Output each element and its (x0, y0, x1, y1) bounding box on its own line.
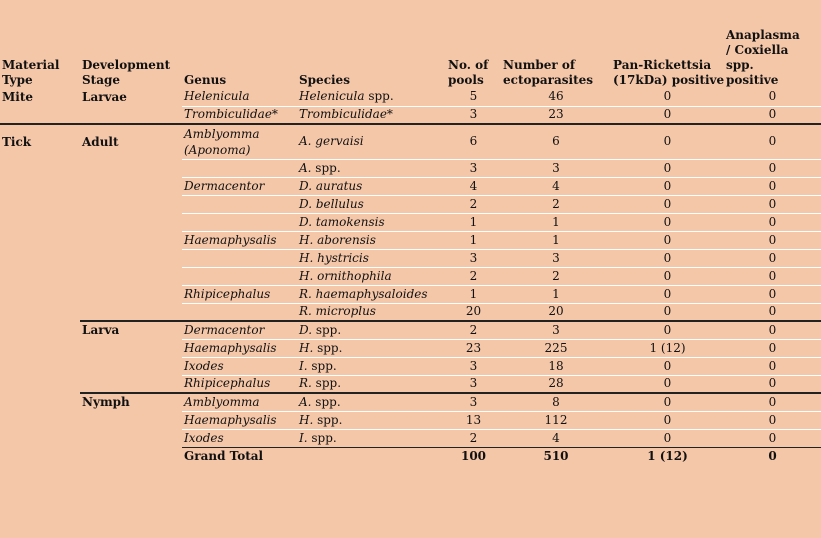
ecto-cell: 18 (501, 357, 611, 375)
pools-cell: 1 (446, 231, 501, 249)
ecto-cell: 6 (501, 124, 611, 159)
material-cell (0, 447, 80, 465)
stage-cell (80, 213, 182, 231)
pools-cell: 3 (446, 159, 501, 177)
stage-cell: Larva (80, 321, 182, 339)
pools-cell: 4 (446, 177, 501, 195)
table-row (0, 195, 821, 213)
anap-cell: 0 (724, 285, 821, 303)
material-cell (0, 177, 80, 195)
species-cell: R. spp. (299, 376, 342, 391)
table-row (0, 285, 821, 303)
material-cell (0, 321, 80, 339)
table-row (0, 177, 821, 195)
table-row (0, 339, 821, 357)
material-cell (0, 249, 80, 267)
anap-cell: 0 (724, 177, 821, 195)
pools-cell: 3 (469, 376, 478, 391)
table-row (0, 159, 821, 177)
pools-cell: 3 (446, 393, 501, 411)
table-row (0, 321, 821, 339)
species-cell: I. spp. (297, 357, 446, 375)
genus-cell: Haemaphysalis (182, 339, 297, 357)
grand-total-row (0, 447, 821, 465)
rick-cell: 0 (611, 124, 724, 159)
genus-cell: Rhipicephalus (184, 376, 271, 391)
rick-cell: 0 (611, 195, 724, 213)
material-cell (0, 411, 80, 429)
rick-cell: 0 (611, 249, 724, 267)
species-cell: H. spp. (297, 339, 446, 357)
material-cell (0, 303, 80, 321)
ecto-cell: 2 (501, 195, 611, 213)
rick-cell: 0 (663, 376, 672, 391)
rick-cell: 0 (611, 267, 724, 285)
ecto-cell: 8 (501, 393, 611, 411)
material-cell (0, 357, 80, 375)
genus-cell: Rhipicephalus (182, 285, 297, 303)
material-cell (0, 213, 80, 231)
ecto-cell: 20 (548, 304, 564, 319)
species-cell: D. tamokensis (297, 213, 446, 231)
genus-cell (182, 249, 297, 267)
species-cell: I. spp. (299, 430, 337, 445)
rick-cell: 0 (611, 393, 724, 411)
pools-cell: 1 (446, 213, 501, 231)
stage-cell: Adult (80, 124, 182, 159)
genus-cell (182, 213, 297, 231)
ecto-cell: 46 (501, 88, 611, 106)
pools-cell: 5 (446, 88, 501, 106)
material-cell (0, 339, 80, 357)
species-cell: Trombiculidae* (299, 107, 393, 122)
genus-cell: Amblyomma (Aponoma) (182, 124, 297, 159)
anap-cell: 0 (768, 107, 777, 122)
total-pools: 100 (446, 447, 501, 465)
material-cell: Tick (0, 124, 80, 159)
rick-cell: 0 (611, 88, 724, 106)
anap-cell: 0 (768, 304, 777, 319)
genus-cell: Amblyomma (182, 393, 297, 411)
ecto-cell: 3 (501, 249, 611, 267)
stage-cell (80, 267, 182, 285)
pools-cell: 3 (446, 357, 501, 375)
table-row (0, 213, 821, 231)
total-anap: 0 (724, 447, 821, 465)
header-genus: Genus (184, 73, 227, 87)
genus-cell: Haemaphysalis (182, 231, 297, 249)
pools-cell: 20 (465, 304, 482, 319)
header-development-stage: Development Stage (82, 58, 171, 87)
stage-cell (80, 177, 182, 195)
species-cell: H. hystricis (297, 249, 446, 267)
material-cell (0, 106, 80, 124)
stage-cell: Nymph (80, 393, 182, 411)
pools-cell: 1 (446, 285, 501, 303)
grand-total-label: Grand Total (182, 447, 297, 465)
table-row (0, 357, 821, 375)
table-row (0, 267, 821, 285)
table-row (0, 249, 821, 267)
pools-cell: 2 (446, 267, 501, 285)
genus-cell: Trombiculidae* (184, 107, 278, 122)
table-row (0, 106, 821, 124)
ecto-cell: 28 (548, 376, 564, 391)
stage-cell (80, 339, 182, 357)
material-cell (0, 429, 80, 447)
stage-cell (80, 429, 182, 447)
ecto-cell: 4 (552, 430, 560, 445)
table-row (0, 429, 821, 447)
species-cell: D. bellulus (297, 195, 446, 213)
genus-cell: Ixodes (184, 430, 224, 445)
ecto-cell: 1 (501, 231, 611, 249)
genus-cell: Helenicula (182, 88, 297, 106)
ecto-cell: 4 (501, 177, 611, 195)
species-cell: A. spp. (297, 393, 446, 411)
anap-cell: 0 (724, 393, 821, 411)
genus-cell: Dermacentor (182, 177, 297, 195)
ecto-cell: 23 (548, 107, 564, 122)
material-cell (0, 285, 80, 303)
table-row (0, 88, 821, 106)
material-cell (0, 159, 80, 177)
genus-cell (182, 267, 297, 285)
table-row (0, 375, 821, 393)
species-cell: D. auratus (297, 177, 446, 195)
anap-cell: 0 (768, 376, 777, 391)
pools-cell: 13 (446, 411, 501, 429)
anap-cell: 0 (724, 124, 821, 159)
anap-cell: 0 (724, 267, 821, 285)
total-ecto: 510 (501, 447, 611, 465)
table-row (0, 393, 821, 411)
rick-cell: 1 (12) (611, 339, 724, 357)
stage-cell (80, 195, 182, 213)
ecto-cell: 1 (501, 213, 611, 231)
species-cell: H. spp. (297, 411, 446, 429)
genus-cell: Dermacentor (182, 321, 297, 339)
stage-cell (80, 303, 182, 321)
pools-cell: 23 (446, 339, 501, 357)
genus-cell: Haemaphysalis (182, 411, 297, 429)
pools-cell: 2 (446, 195, 501, 213)
rick-cell: 0 (611, 411, 724, 429)
material-cell (0, 375, 80, 393)
pools-cell: 2 (469, 430, 478, 445)
anap-cell: 0 (724, 339, 821, 357)
ecto-cell: 112 (501, 411, 611, 429)
species-cell: R. microplus (299, 304, 376, 319)
material-cell: Mite (2, 89, 34, 104)
table-row (0, 231, 821, 249)
rick-cell: 0 (611, 285, 724, 303)
anap-cell: 0 (724, 231, 821, 249)
stage-cell (80, 249, 182, 267)
stage-cell: Larvae (82, 89, 127, 104)
anap-cell: 0 (724, 88, 821, 106)
table-row (0, 411, 821, 429)
genus-cell (182, 195, 297, 213)
anap-cell: 0 (724, 159, 821, 177)
genus-cell: Ixodes (182, 357, 297, 375)
species-cell: Helenicula spp. (297, 88, 446, 106)
material-cell (0, 267, 80, 285)
stage-cell (80, 447, 182, 465)
anap-cell: 0 (768, 430, 777, 445)
ecto-cell: 3 (501, 159, 611, 177)
table-row (0, 303, 821, 321)
anap-cell: 0 (724, 321, 821, 339)
species-cell: A. gervaisi (297, 124, 446, 159)
header-ectoparasites: Number of ectoparasites (503, 58, 593, 87)
header-row (0, 0, 821, 88)
anap-cell: 0 (724, 357, 821, 375)
ecto-cell: 1 (501, 285, 611, 303)
anap-cell: 0 (724, 195, 821, 213)
species-cell: H. aborensis (297, 231, 446, 249)
rick-cell: 0 (611, 177, 724, 195)
species-cell: A. spp. (297, 159, 446, 177)
table-row (0, 124, 821, 159)
rick-cell: 0 (611, 321, 724, 339)
rick-cell: 0 (663, 107, 672, 122)
anap-cell: 0 (724, 249, 821, 267)
ecto-cell: 225 (501, 339, 611, 357)
anap-cell: 0 (724, 411, 821, 429)
species-cell: R. haemaphysaloides (297, 285, 446, 303)
genus-cell (182, 303, 297, 321)
header-rickettsia: Pan-Rickettsia (17kDa) positive (613, 58, 725, 87)
stage-cell (80, 285, 182, 303)
rick-cell: 0 (611, 231, 724, 249)
stage-cell (80, 231, 182, 249)
rick-cell: 0 (611, 159, 724, 177)
stage-cell (80, 411, 182, 429)
pools-cell: 3 (469, 107, 478, 122)
header-species: Species (299, 73, 350, 87)
total-rick: 1 (12) (611, 447, 724, 465)
stage-cell (80, 106, 182, 124)
rick-cell: 0 (663, 304, 672, 319)
header-pools: No. of pools (448, 58, 489, 87)
pools-cell: 3 (446, 249, 501, 267)
rick-cell: 0 (663, 430, 672, 445)
ecto-cell: 2 (501, 267, 611, 285)
species-cell: D. spp. (297, 321, 446, 339)
stage-cell (80, 159, 182, 177)
rick-cell: 0 (611, 357, 724, 375)
material-cell (0, 195, 80, 213)
header-anaplasma: Anaplasma / Coxiella spp. positive (726, 28, 800, 87)
species-cell: H. ornithophila (297, 267, 446, 285)
genus-cell (182, 159, 297, 177)
pools-cell: 2 (446, 321, 501, 339)
pools-cell: 6 (446, 124, 501, 159)
stage-cell (80, 375, 182, 393)
anap-cell: 0 (724, 213, 821, 231)
rick-cell: 0 (611, 213, 724, 231)
ecto-cell: 3 (501, 321, 611, 339)
material-cell (0, 393, 80, 411)
material-cell (0, 231, 80, 249)
header-material-type: Material Type (2, 58, 60, 87)
species-cell (297, 447, 446, 465)
stage-cell (80, 357, 182, 375)
